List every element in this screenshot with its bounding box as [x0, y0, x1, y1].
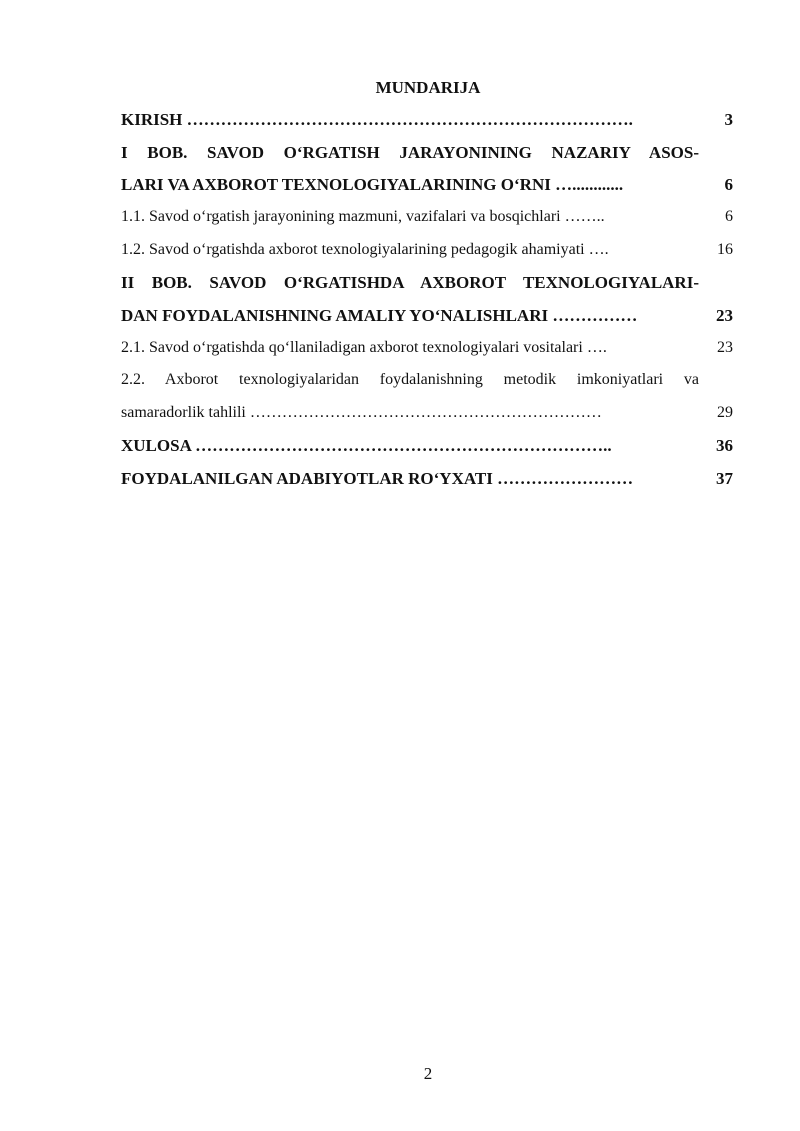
toc-entry-text: DAN FOYDALANISHNING AMALIY YO‘NALISHLARI …………… — [121, 306, 638, 325]
page-number: 2 — [423, 1064, 433, 1083]
toc-entry-text: 2.2. Axborot texnologiyalaridan foydalanishning metodik imkoniyatlari va — [121, 371, 699, 388]
toc-entry-text: XULOSA ……………………………………………………………….. — [121, 436, 612, 455]
toc-entry-section-1-2 — [121, 241, 733, 261]
toc-entry-kirish — [121, 110, 733, 130]
toc-entry-section-1-1 — [121, 208, 733, 228]
toc-entry-text: 1.1. Savod o‘rgatish jarayonining mazmuni, vazifalari va bosqichlari …….. — [121, 208, 605, 225]
toc-entry-text: FOYDALANILGAN ADABIYOTLAR RO‘YXATI …………………… — [121, 469, 634, 488]
toc-entry-section-2-2-line-2 — [121, 404, 733, 424]
toc-entry-text: LARI VA AXBOROT TEXNOLOGIYALARINING O‘RNI …............ — [121, 175, 624, 194]
toc-entry-page: 6 — [725, 208, 733, 225]
toc-entry-page: 3 — [724, 110, 733, 129]
toc-entry-page: 37 — [716, 469, 733, 488]
toc-entry-section-2-2-line-1 — [121, 371, 733, 391]
toc-entry-page: 16 — [717, 241, 733, 258]
page-title: MUNDARIJA — [375, 78, 481, 97]
toc-entry-page: 36 — [716, 436, 733, 455]
toc-entry-chapter-2-line-1 — [121, 273, 733, 293]
toc-entry-chapter-1-line-1 — [121, 143, 733, 163]
toc-entry-text: 2.1. Savod o‘rgatishda qo‘llaniladigan axborot texnologiyalari vositalari …. — [121, 339, 607, 356]
toc-entry-bibliography — [121, 469, 733, 489]
toc-entry-page: 29 — [717, 404, 733, 421]
toc-entry-text: 1.2. Savod o‘rgatishda axborot texnologiyalarining pedagogik ahamiyati …. — [121, 241, 609, 258]
toc-entry-text: I BOB. SAVOD O‘RGATISH JARAYONINING NAZARIY ASOS- — [121, 143, 699, 162]
toc-entry-chapter-2-line-2 — [121, 306, 733, 326]
toc-entry-page: 6 — [724, 175, 733, 194]
toc-entry-chapter-1-line-2 — [121, 175, 733, 195]
toc-entry-text: samaradorlik tahlili ………………………………………………………… — [121, 404, 602, 421]
toc-entry-text: II BOB. SAVOD O‘RGATISHDA AXBOROT TEXNOLOGIYALARI- — [121, 273, 699, 292]
toc-entry-page: 23 — [716, 306, 733, 325]
toc-entry-section-2-1 — [121, 339, 733, 359]
toc-entry-page: 23 — [717, 339, 733, 356]
toc-entry-xulosa — [121, 436, 733, 456]
toc-entry-text: KIRISH ……………………………………………………………………. — [121, 110, 633, 129]
